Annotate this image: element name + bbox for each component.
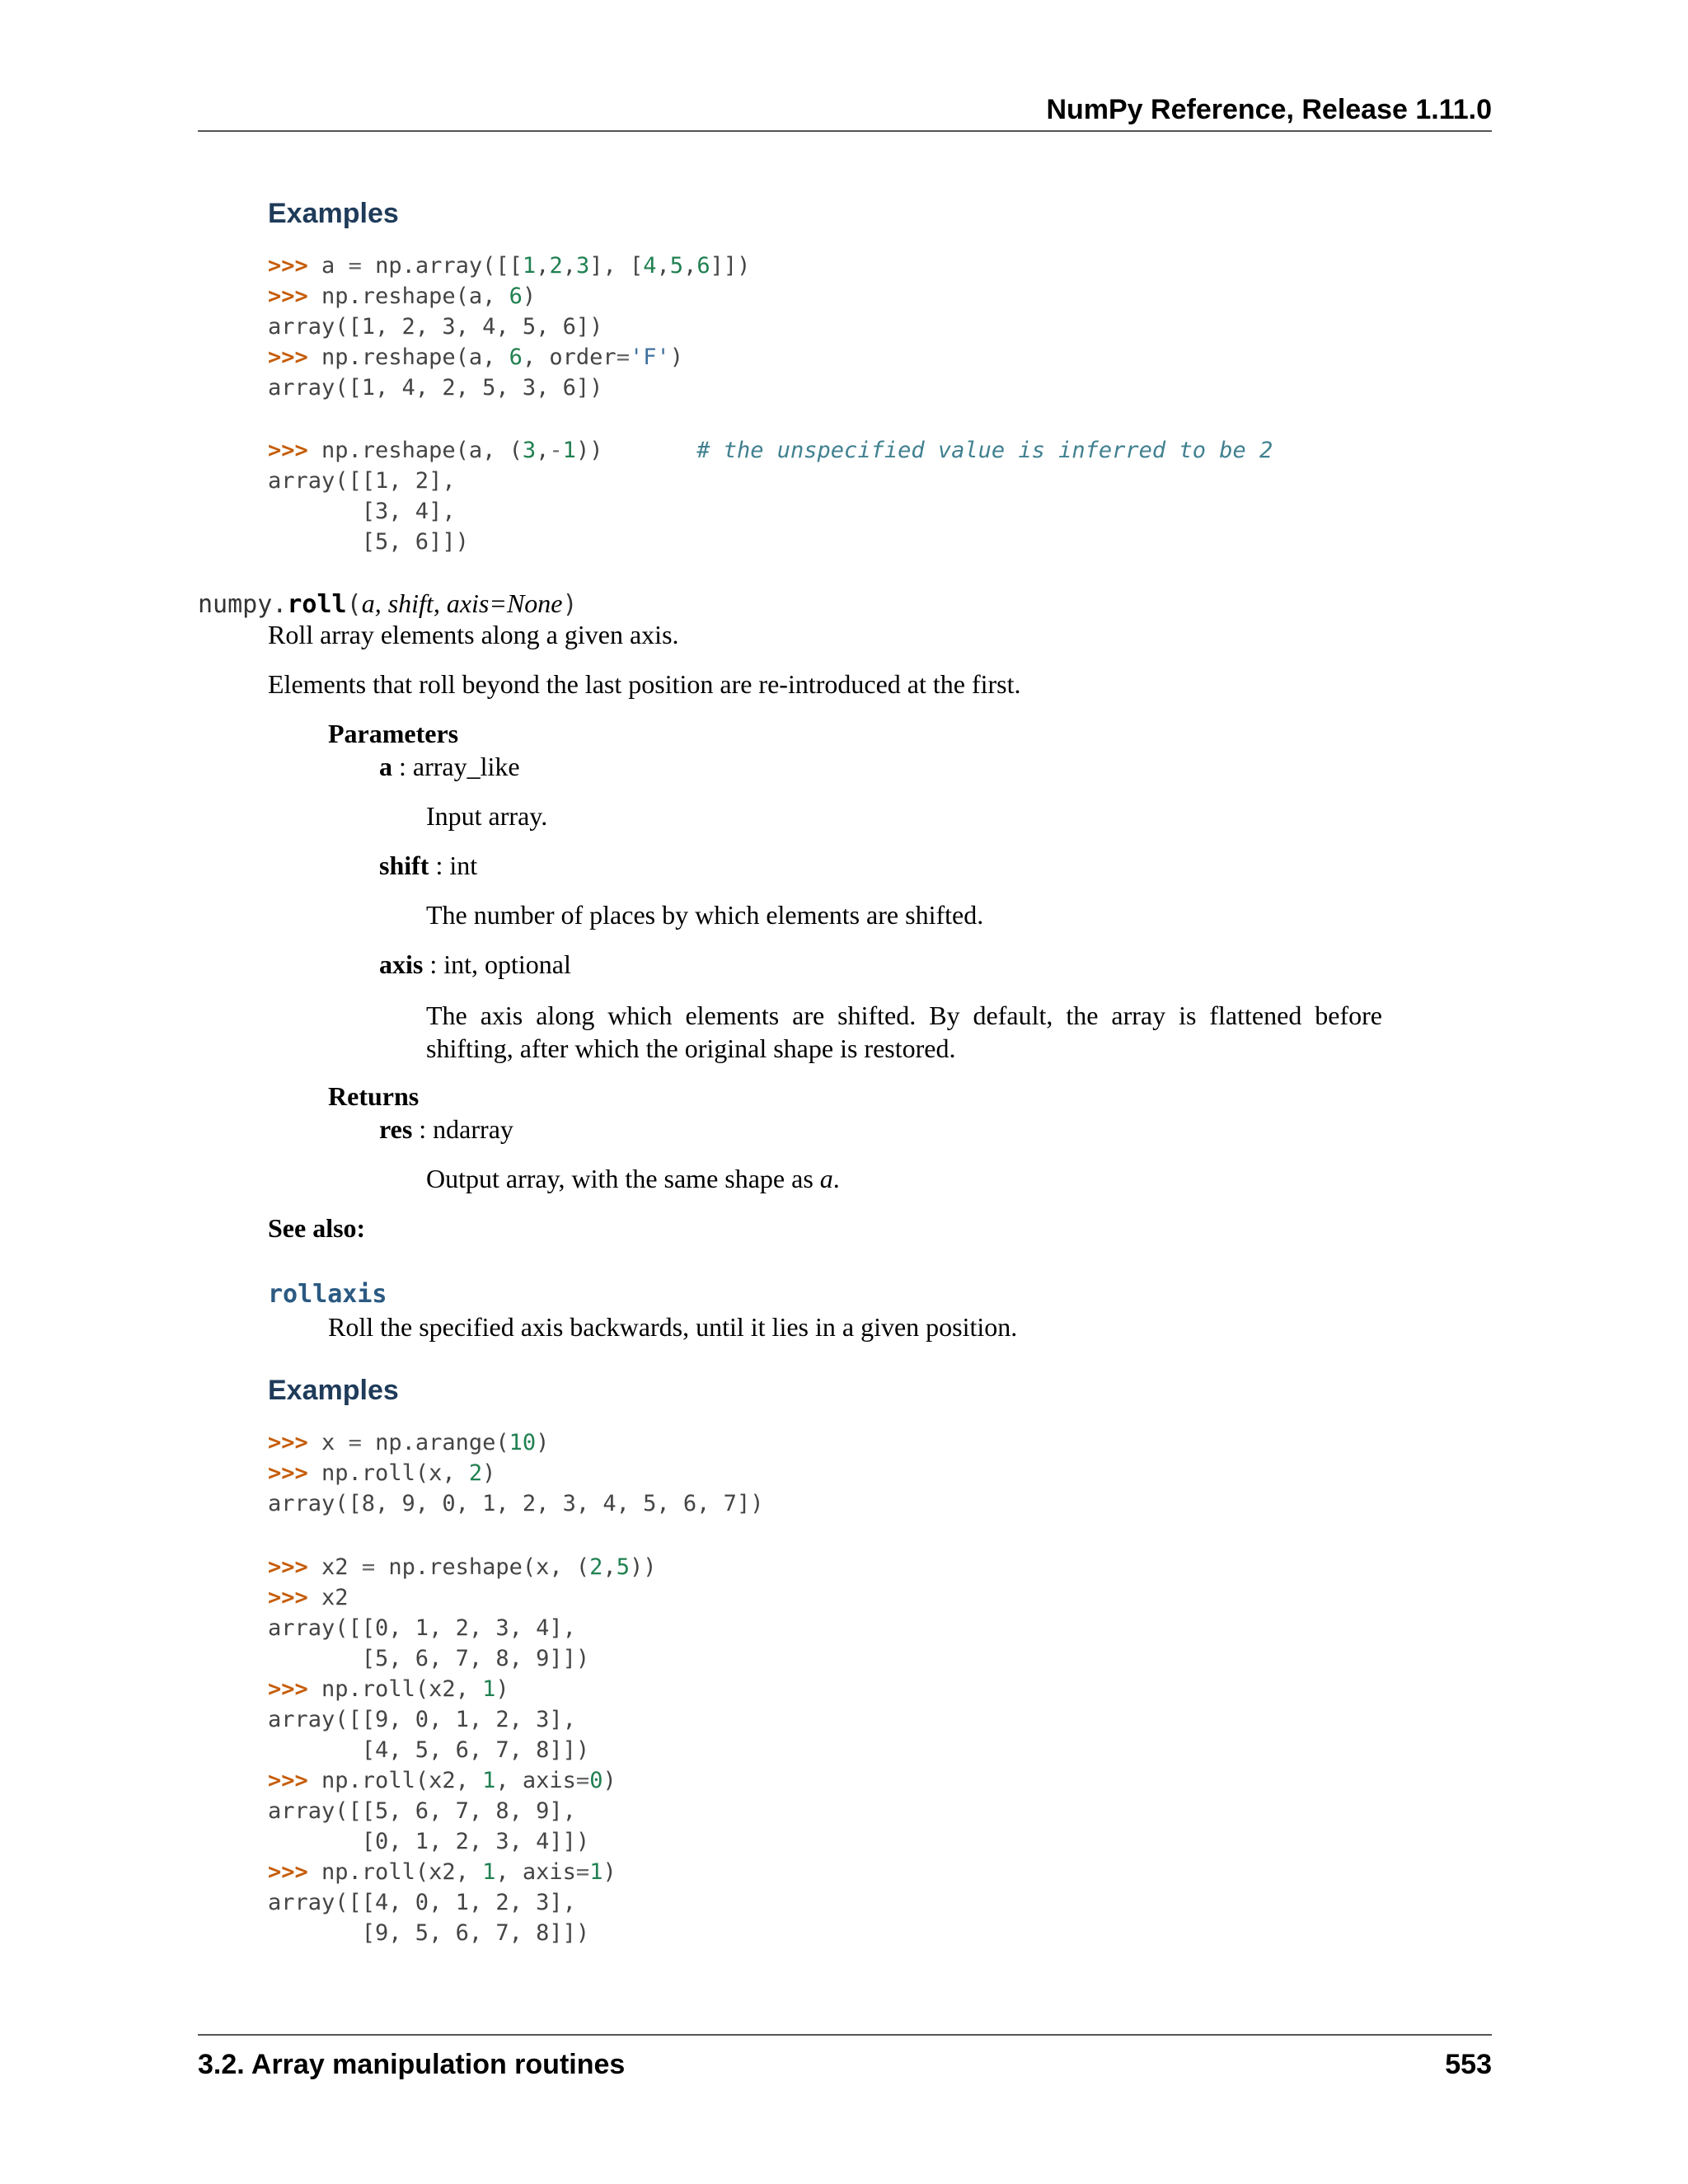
- param-axis-desc: The axis along which elements are shifted. By default, the array is flattened before shifting, after which the original shape is restored.: [426, 1001, 1382, 1063]
- header-title: NumPy Reference, Release 1.11.0: [1046, 94, 1492, 125]
- param-a: a : array_like: [379, 752, 520, 781]
- code-block-reshape: >>> a = np.array([[1,2,3], [4,5,6]]) >>> np.reshape(a, 6) array([1, 2, 3, 4, 5, 6]) >>> np.reshape(a, 6, order='F') array([1, 4, 2, 5, 3, 6]): [268, 253, 751, 401]
- code-block-reshape-inferred: >>> np.reshape(a, (3,-1)) # the unspecified value is inferred to be 2 array([[1, 2], [3, 4], [5, 6]]): [268, 438, 1273, 555]
- examples-heading-1: Examples: [268, 198, 399, 229]
- function-summary: Roll array elements along a given axis.: [268, 620, 679, 649]
- footer-section: 3.2. Array manipulation routines: [198, 2049, 626, 2080]
- function-signature: numpy.roll(a, shift, axis=None): [198, 588, 578, 619]
- param-a-desc: Input array.: [426, 801, 548, 831]
- return-res-name: res: [379, 1114, 413, 1144]
- returns-heading: Returns: [328, 1081, 420, 1111]
- page-header: [198, 91, 1492, 132]
- param-a-name: a: [379, 752, 392, 781]
- footer-page-number: 553: [1445, 2049, 1492, 2080]
- see-also-heading: See also:: [268, 1213, 366, 1243]
- param-axis: axis : int, optional: [379, 949, 571, 979]
- page-footer: [198, 2034, 1492, 2085]
- see-also-desc: Roll the specified axis backwards, until it lies in a given position.: [328, 1312, 1018, 1342]
- return-res-desc: Output array, with the same shape as a.: [426, 1164, 840, 1193]
- param-shift-name: shift: [379, 851, 429, 880]
- signature-args: a, shift, axis=None: [361, 588, 563, 618]
- code-block-roll-1d: >>> x = np.arange(10) >>> np.roll(x, 2) array([8, 9, 0, 1, 2, 3, 4, 5, 6, 7]): [268, 1430, 764, 1516]
- param-a-type: array_like: [412, 752, 520, 781]
- function-detail: Elements that roll beyond the last position are re-introduced at the first.: [268, 669, 1021, 699]
- return-res: res : ndarray: [379, 1114, 513, 1144]
- signature-module: numpy.: [198, 590, 288, 619]
- code-block-roll-2d: >>> x2 = np.reshape(x, (2,5)) >>> x2 array([[0, 1, 2, 3, 4], [5, 6, 7, 8, 9]]) >>> np.roll(x2, 1) array([[9, 0, 1, 2, 3], [4, 5, 6, 7, 8]]) >>> np.roll(x2, 1, axis=0) array([[5, 6, 7, 8, 9], [0, 1, 2, 3, 4]]) >>> np.roll(x2, 1, axis=1) array([[4, 0, 1, 2, 3], [9, 5, 6, 7, 8]]): [268, 1554, 657, 1946]
- param-shift: shift : int: [379, 851, 478, 880]
- signature-name: roll: [287, 590, 347, 619]
- param-shift-type: int: [449, 851, 478, 880]
- param-shift-desc: The number of places by which elements are shifted.: [426, 900, 984, 930]
- param-axis-type: int, optional: [443, 949, 571, 979]
- return-res-type: ndarray: [433, 1114, 513, 1144]
- see-also-rollaxis-link[interactable]: rollaxis: [268, 1280, 387, 1309]
- param-axis-name: axis: [379, 949, 424, 979]
- parameters-heading: Parameters: [328, 719, 459, 748]
- examples-heading-2: Examples: [268, 1375, 399, 1406]
